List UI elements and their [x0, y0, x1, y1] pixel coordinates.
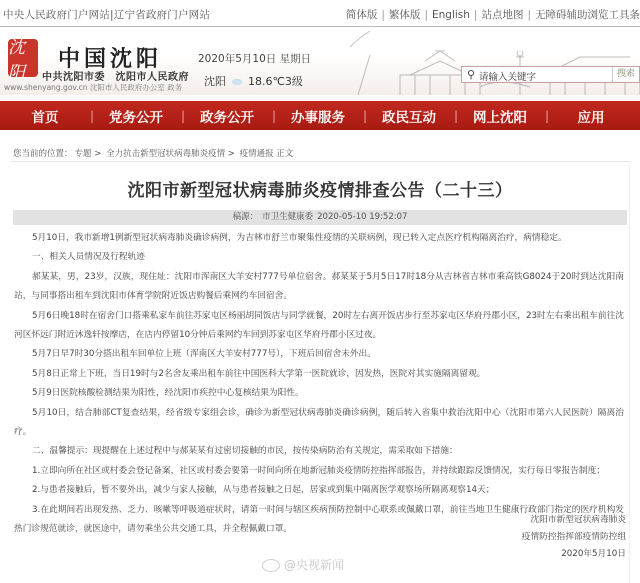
- weather-info: 18.6℃3级: [248, 75, 303, 88]
- search-box[interactable]: [461, 66, 640, 83]
- article-datetime: 2020-05-10 19:52:07: [317, 212, 408, 222]
- weibo-icon: [262, 559, 280, 572]
- nav-separator: |: [545, 108, 550, 123]
- nav-item-online-shenyang[interactable]: 网上沈阳: [473, 109, 527, 126]
- nav-separator: |: [272, 108, 277, 123]
- portal-links: [3, 7, 210, 22]
- breadcrumb-bulletin[interactable]: 疫情通报 正文: [239, 149, 294, 159]
- signature-date: 2020年5月10日: [561, 549, 626, 559]
- search-icon: ⚲: [467, 68, 476, 81]
- liaoning-gov-portal-link[interactable]: 辽宁省政府门户网站: [113, 9, 211, 21]
- source-label: 稿源：: [232, 212, 259, 222]
- breadcrumb: [10, 136, 630, 162]
- current-date: 2020年5月10日 星期日: [198, 53, 312, 65]
- article-paragraph: 1.立即向所在社区或村委会登记备案，社区或村委会要第一时间向所在地新冠肺炎疫情防控指挥部报告，并持续跟踪反馈情况，实行每日零报告制度；: [32, 465, 605, 476]
- section-heading: 一、相关人员情况及行程轨迹: [32, 252, 145, 263]
- nav-separator: |: [181, 108, 186, 123]
- nav-item-interaction[interactable]: 政民互动: [382, 109, 436, 126]
- accessibility-toolbar-link[interactable]: 无障碍辅助浏览工具条: [535, 9, 640, 21]
- section-heading: 二、温馨提示：现提醒在上述过程中与郝某某有过密切接触的市民，按传染病防治有关规定，需采取如下措施：: [32, 446, 458, 457]
- article-signature: [522, 512, 626, 563]
- breadcrumb-covid-topic[interactable]: 全力抗击新型冠状病毒肺炎疫情: [106, 149, 226, 159]
- nav-separator: |: [363, 108, 368, 123]
- search-button[interactable]: 搜索: [612, 67, 639, 82]
- shenyang-logo[interactable]: 沈阳: [8, 39, 38, 77]
- article-paragraph: 5月10日，结合肺部CT复查结果，经省级专家组会诊，确诊为新型冠状病毒肺炎确诊病例，随后转入省集中救治沈阳中心（沈阳市第六人民医院）隔离治疗。: [14, 407, 624, 438]
- central-gov-portal-link[interactable]: 中央人民政府门户网站: [3, 9, 110, 21]
- nav-item-services[interactable]: 办事服务: [291, 109, 345, 126]
- breadcrumb-separator: >: [94, 149, 102, 159]
- article-paragraph: 5月6日晚18时在宿舍门口搭乘私家车前往苏家屯区杨丽胡同饭店与同学就餐，20时左右离开饭店步行至苏家屯区华府丹郡小区，23时左右乘出租车前往沈河区怀远门附近沐逸轩按摩店，在店内停留10分钟后乘网约车回到苏家屯区华府丹郡小区过夜。: [14, 310, 624, 341]
- top-link-bar: [0, 0, 640, 27]
- signature-line-1: 沈阳市新型冠状病毒肺炎: [530, 515, 626, 525]
- content-border: [629, 165, 630, 583]
- breadcrumb-prefix: 您当前的位置：: [13, 149, 73, 159]
- nav-separator: |: [90, 108, 95, 123]
- article-paragraph: 5月10日，我市新增1例新型冠状病毒肺炎确诊病例，为吉林市舒兰市聚集性疫情的关联病例，现已转入定点医疗机构隔离治疗，病情稳定。: [32, 233, 567, 243]
- weibo-watermark: [262, 556, 344, 573]
- article-source: 市卫生健康委: [262, 212, 314, 222]
- site-header: [0, 27, 640, 95]
- separator: |: [473, 9, 478, 21]
- article-paragraph: 5月9日医院核酸检测结果为阳性，经沈阳市疾控中心复核结果为阳性。: [32, 388, 304, 399]
- nav-item-gov-affairs[interactable]: 政务公开: [200, 109, 254, 126]
- main-nav: [0, 101, 640, 130]
- separator: |: [381, 9, 385, 21]
- watermark-text: @央视新闻: [284, 558, 345, 572]
- sitemap-link[interactable]: 站点地图: [481, 9, 524, 21]
- article-paragraph: 郝某某，男，23岁，汉族，现住址：沈阳市浑南区大羊安村777号单位宿舍。郝某某于5月5日17时18分从吉林省吉林市乘高铁G8024于20时到达沈阳南站，与同事搭出租车到沈阳市体育学院附近饭店购餐后乘网约车回宿舍。: [14, 271, 624, 302]
- city-skyline-illustration: [340, 27, 640, 95]
- site-subtitle: 中共沈阳市委 沈阳市人民政府: [42, 72, 189, 83]
- nav-item-apps[interactable]: 应用: [577, 109, 605, 126]
- article-paragraph: 5月8日正常上下班，当日19时与2名舍友乘出租车前往中国医科大学第一医院就诊，因发热，医院对其实施隔离留观。: [32, 368, 486, 379]
- breadcrumb-separator: >: [227, 149, 235, 159]
- traditional-chinese-link[interactable]: 繁体版: [388, 9, 421, 21]
- utility-links: [346, 7, 640, 22]
- separator: |: [424, 9, 428, 21]
- site-title: 中国沈阳: [58, 47, 163, 72]
- weather-city: 沈阳: [204, 75, 226, 88]
- article-paragraph: 2.与患者接触后，暂不要外出，减少与家人接触，从与患者接触之日起，居家或到集中隔离医学观察场所隔离观察14天；: [32, 485, 495, 496]
- cloud-icon: [232, 79, 242, 85]
- separator: |: [110, 9, 114, 21]
- article-body: [14, 229, 624, 540]
- weather-widget: [204, 73, 303, 89]
- site-url: www.shenyang.gov.cn 沈阳市人民政府办公室 政务: [4, 83, 183, 92]
- english-link[interactable]: English: [431, 9, 470, 21]
- nav-separator: |: [454, 108, 459, 123]
- article-paragraph: 5月7日早7时30分搭出租车回单位上班（浑南区大羊安村777号），下班后回宿舍未外出。: [32, 349, 376, 360]
- simplified-chinese-link[interactable]: 简体版: [345, 9, 378, 21]
- breadcrumb-topics[interactable]: 专题: [74, 149, 92, 159]
- separator: |: [527, 9, 531, 21]
- nav-item-home[interactable]: 首页: [31, 109, 59, 126]
- article-title: 沈阳市新型冠状病毒肺炎疫情排查公告（二十三）: [127, 181, 513, 201]
- article-meta: [13, 210, 627, 225]
- nav-item-party-affairs[interactable]: 党务公开: [109, 109, 163, 126]
- signature-line-2: 疫情防控指挥部疫情防控组: [521, 532, 626, 542]
- search-input[interactable]: 请输入关键字: [479, 72, 537, 83]
- article-paragraph: 3.在此期间若出现发热、乏力、咳嗽等呼吸道症状时，请第一时间与辖区疾病预防控制中心联系或佩戴口罩，前往当地卫生健康行政部门指定的医疗机构发热门诊规范就诊，就医途中，请勿乘坐公共交通工具，并全程佩戴口罩。: [14, 504, 624, 535]
